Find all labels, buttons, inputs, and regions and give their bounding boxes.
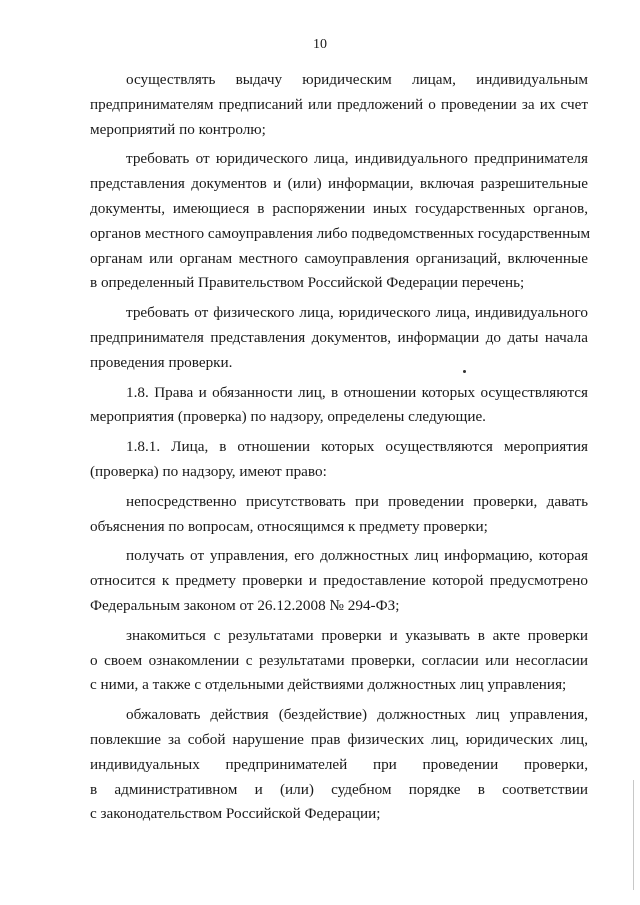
paragraph-require-documents-individual bbox=[90, 301, 588, 375]
scan-edge-mark bbox=[633, 780, 634, 890]
document-body bbox=[90, 68, 591, 832]
text-line: с ними, а также с отдельными действиями должностных лиц управления; bbox=[90, 676, 567, 694]
text-line: индивидуальных предпринимателей при проведении проверки, bbox=[90, 755, 588, 773]
text-line: требовать от юридического лица, индивидуального предпринимателя bbox=[126, 150, 588, 168]
paragraph-right-appeal bbox=[90, 703, 588, 827]
text-line: мероприятия (проверка) по надзору, определены следующие. bbox=[90, 408, 486, 426]
text-line: о своем ознакомлении с результатами проверки, согласии или несогласии bbox=[90, 651, 588, 669]
paragraph-section-1-8-1 bbox=[90, 435, 588, 485]
text-line: получать от управления, его должностных лиц информацию, которая bbox=[126, 547, 588, 565]
paragraph-section-1-8 bbox=[90, 381, 588, 431]
page-number: 10 bbox=[313, 37, 327, 52]
paragraph-right-attend bbox=[90, 490, 588, 540]
text-line: документы, имеющиеся в распоряжении иных государственных органов, bbox=[90, 199, 588, 217]
text-line: 1.8.1. Лица, в отношении которых осуществляются мероприятия bbox=[126, 438, 588, 456]
paragraph-right-review-results bbox=[90, 624, 588, 698]
text-line: в определенный Правительством Российской Федерации перечень; bbox=[90, 274, 525, 292]
text-line: предпринимателям предписаний или предложений о проведении за их счет bbox=[90, 95, 588, 113]
text-line: (проверка) по надзору, имеют право: bbox=[90, 462, 327, 480]
text-line: требовать от физического лица, юридического лица, индивидуального bbox=[126, 304, 588, 322]
text-line: объяснения по вопросам, относящимся к предмету проверки; bbox=[90, 517, 488, 535]
text-line: мероприятий по контролю; bbox=[90, 120, 266, 138]
text-line: предпринимателя представления документов, информации до даты начала bbox=[90, 328, 588, 346]
text-line: в административном и (или) судебном порядке в соответствии bbox=[90, 780, 588, 798]
scan-speck bbox=[463, 370, 466, 373]
paragraph-right-receive-info bbox=[90, 544, 588, 618]
text-line: относится к предмету проверки и предоставление которой предусмотрено bbox=[90, 572, 588, 590]
text-line: осуществлять выдачу юридическим лицам, индивидуальным bbox=[126, 71, 588, 88]
text-line: представления документов и (или) информации, включая разрешительные bbox=[90, 175, 588, 193]
paragraph-require-documents-legal-entity bbox=[90, 147, 591, 296]
text-line: органам или органам местного самоуправления организаций, включенные bbox=[90, 249, 588, 267]
text-line: Федеральным законом от 26.12.2008 № 294-ФЗ; bbox=[90, 596, 400, 614]
text-line: знакомиться с результатами проверки и указывать в акте проверки bbox=[126, 626, 588, 644]
text-line: органов местного самоуправления либо подведомственных государственным bbox=[90, 224, 591, 242]
paragraph-issue-orders bbox=[90, 68, 588, 142]
text-line: непосредственно присутствовать при проведении проверки, давать bbox=[126, 492, 588, 510]
text-line: повлекшие за собой нарушение прав физических лиц, юридических лиц, bbox=[90, 730, 588, 748]
text-line: 1.8. Права и обязанности лиц, в отношении которых осуществляются bbox=[126, 383, 588, 401]
text-line: с законодательством Российской Федерации; bbox=[90, 805, 381, 823]
text-line: обжаловать действия (бездействие) должностных лиц управления, bbox=[126, 706, 588, 724]
text-line: проведения проверки. bbox=[90, 353, 233, 371]
